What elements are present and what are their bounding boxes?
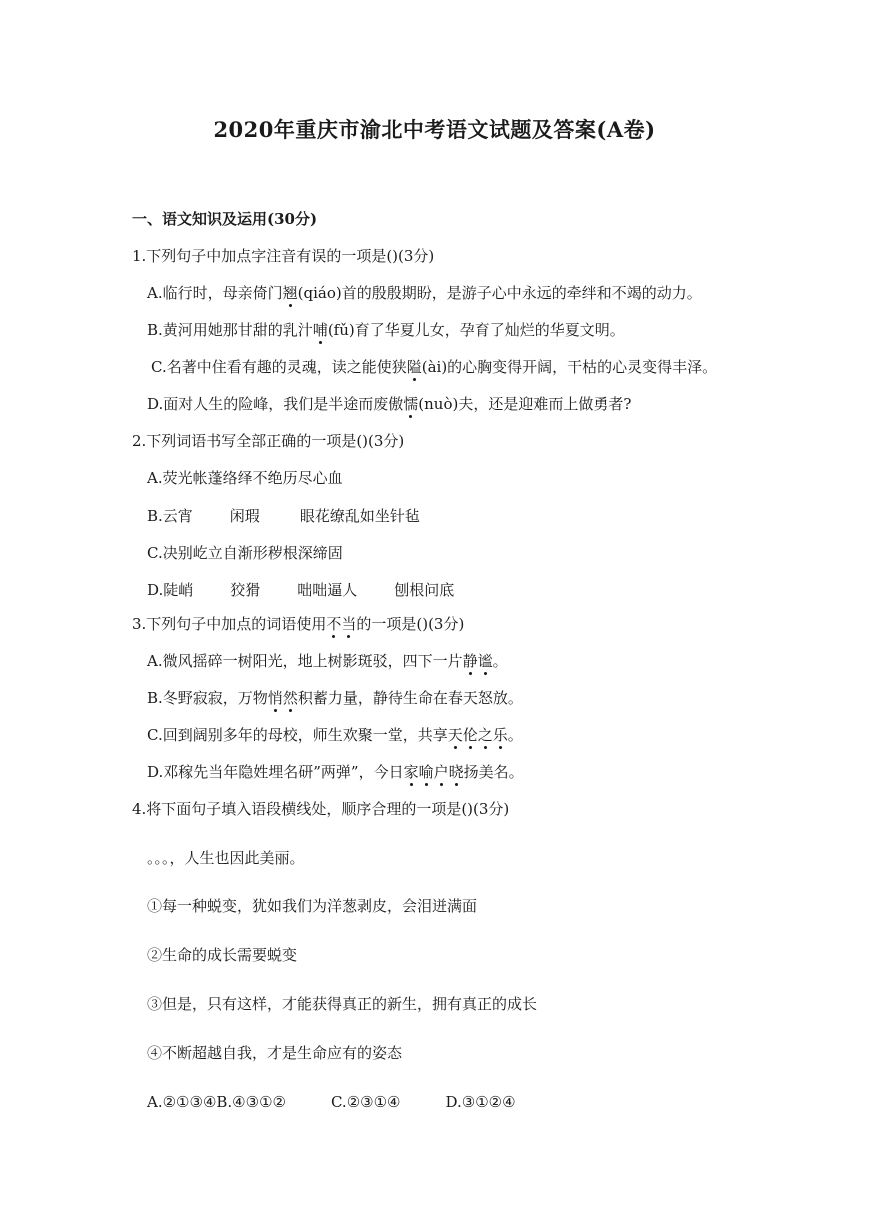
question-4-sentence-4: ④不断超越自我，才是生命应有的姿态 — [147, 1044, 403, 1062]
emphasis-dot-char: 户 — [433, 763, 449, 781]
emphasis-dot-char: 当 — [341, 615, 357, 633]
question-2-option-d: D.陡峭 狡猾 咄咄逼人 刨根问底 — [147, 581, 455, 599]
emphasis-dot-char: 乐 — [492, 726, 508, 744]
question-1-stem: 1.下列句子中加点字注音有误的一项是()(3分) — [132, 247, 435, 265]
emphasis-dot-char: 晓 — [448, 763, 464, 781]
section-heading: 一、语文知识及运用(30分) — [132, 210, 318, 228]
question-4-option-ab: A.②①③④B.④③①② — [147, 1093, 286, 1111]
emphasis-dot-char: 伦 — [462, 726, 478, 744]
question-2-stem: 2.下列词语书写全部正确的一项是()(3分) — [132, 432, 405, 450]
question-1-option-c: C.名著中住看有趣的灵魂，读之能使狭隘(ài)的心胸变得开阔，干枯的心灵变得丰泽。 — [151, 358, 718, 376]
question-4-stem: 4.将下面句子填入语段横线处，顺序合理的一项是()(3分) — [132, 800, 510, 818]
question-2-option-a: A.荧光帐蓬络绎不绝历尽心血 — [147, 469, 343, 487]
emphasis-dot-char: 不 — [326, 615, 342, 633]
emphasis-dot-char: 家 — [403, 763, 419, 781]
question-3-stem: 3.下列句子中加点的词语使用不当的一项是()(3分) — [132, 615, 465, 633]
emphasis-dot-char: 天 — [447, 726, 463, 744]
question-4-option-c: C.②③①④ — [330, 1093, 401, 1111]
emphasis-dot-char: 哺 — [312, 321, 328, 339]
emphasis-dot-char: 然 — [282, 689, 298, 707]
emphasis-dot-char: 静 — [462, 652, 478, 670]
question-1-option-a: A.临行时，母亲倚门翘(qiáo)首的殷殷期盼，是游子心中永远的牵绊和不竭的动力。 — [147, 284, 702, 302]
question-4-passage: 。。。，人生也因此美丽。 — [147, 849, 305, 867]
emphasis-dot-char: 之 — [477, 726, 493, 744]
question-4-options — [147, 1092, 516, 1112]
question-2-option-c: C.决别屹立自渐形秽根深缔固 — [147, 544, 343, 562]
question-3-option-b: B.冬野寂寂，万物悄然积蓄力量，静待生命在春天怒放。 — [147, 689, 523, 707]
question-1-option-b: B.黄河用她那甘甜的乳汁哺(fǔ)育了华夏儿女，孕育了灿烂的华夏文明。 — [147, 321, 625, 339]
question-4-sentence-2: ②生命的成长需要蜕变 — [147, 946, 298, 964]
question-3-option-d: D.邓稼先当年隐姓埋名研”两弹”，今日家喻户晓扬美名。 — [147, 763, 524, 781]
emphasis-dot-char: 翘 — [282, 284, 298, 302]
question-2-option-b: B.云宵 闲瑕 眼花缭乱如坐针毡 — [147, 507, 420, 525]
question-3-option-a: A.微风摇碎一树阳光，地上树影斑驳，四下一片静谧。 — [147, 652, 508, 670]
emphasis-dot-char: 悄 — [267, 689, 283, 707]
question-1-option-d: D.面对人生的险峰，我们是半途而废傲懦(nuò)夫，还是迎难而上做勇者? — [147, 395, 632, 413]
emphasis-dot-char: 隘 — [406, 358, 422, 376]
question-4-option-d: D.③①②④ — [445, 1093, 516, 1111]
document-title: 2020年重庆市渝北中考语文试题及答案(A卷) — [213, 117, 656, 142]
emphasis-dot-char: 喻 — [418, 763, 434, 781]
question-4-sentence-3: ③但是，只有这样，才能获得真正的新生，拥有真正的成长 — [147, 995, 538, 1013]
question-4-sentence-1: ①每一种蜕变，犹如我们为洋葱剥皮，会泪迸满面 — [147, 897, 478, 915]
question-3-option-c: C.回到阔别多年的母校，师生欢聚一堂，共享天伦之乐。 — [147, 726, 523, 744]
emphasis-dot-char: 懦 — [403, 395, 419, 413]
emphasis-dot-char: 谧 — [477, 652, 493, 670]
